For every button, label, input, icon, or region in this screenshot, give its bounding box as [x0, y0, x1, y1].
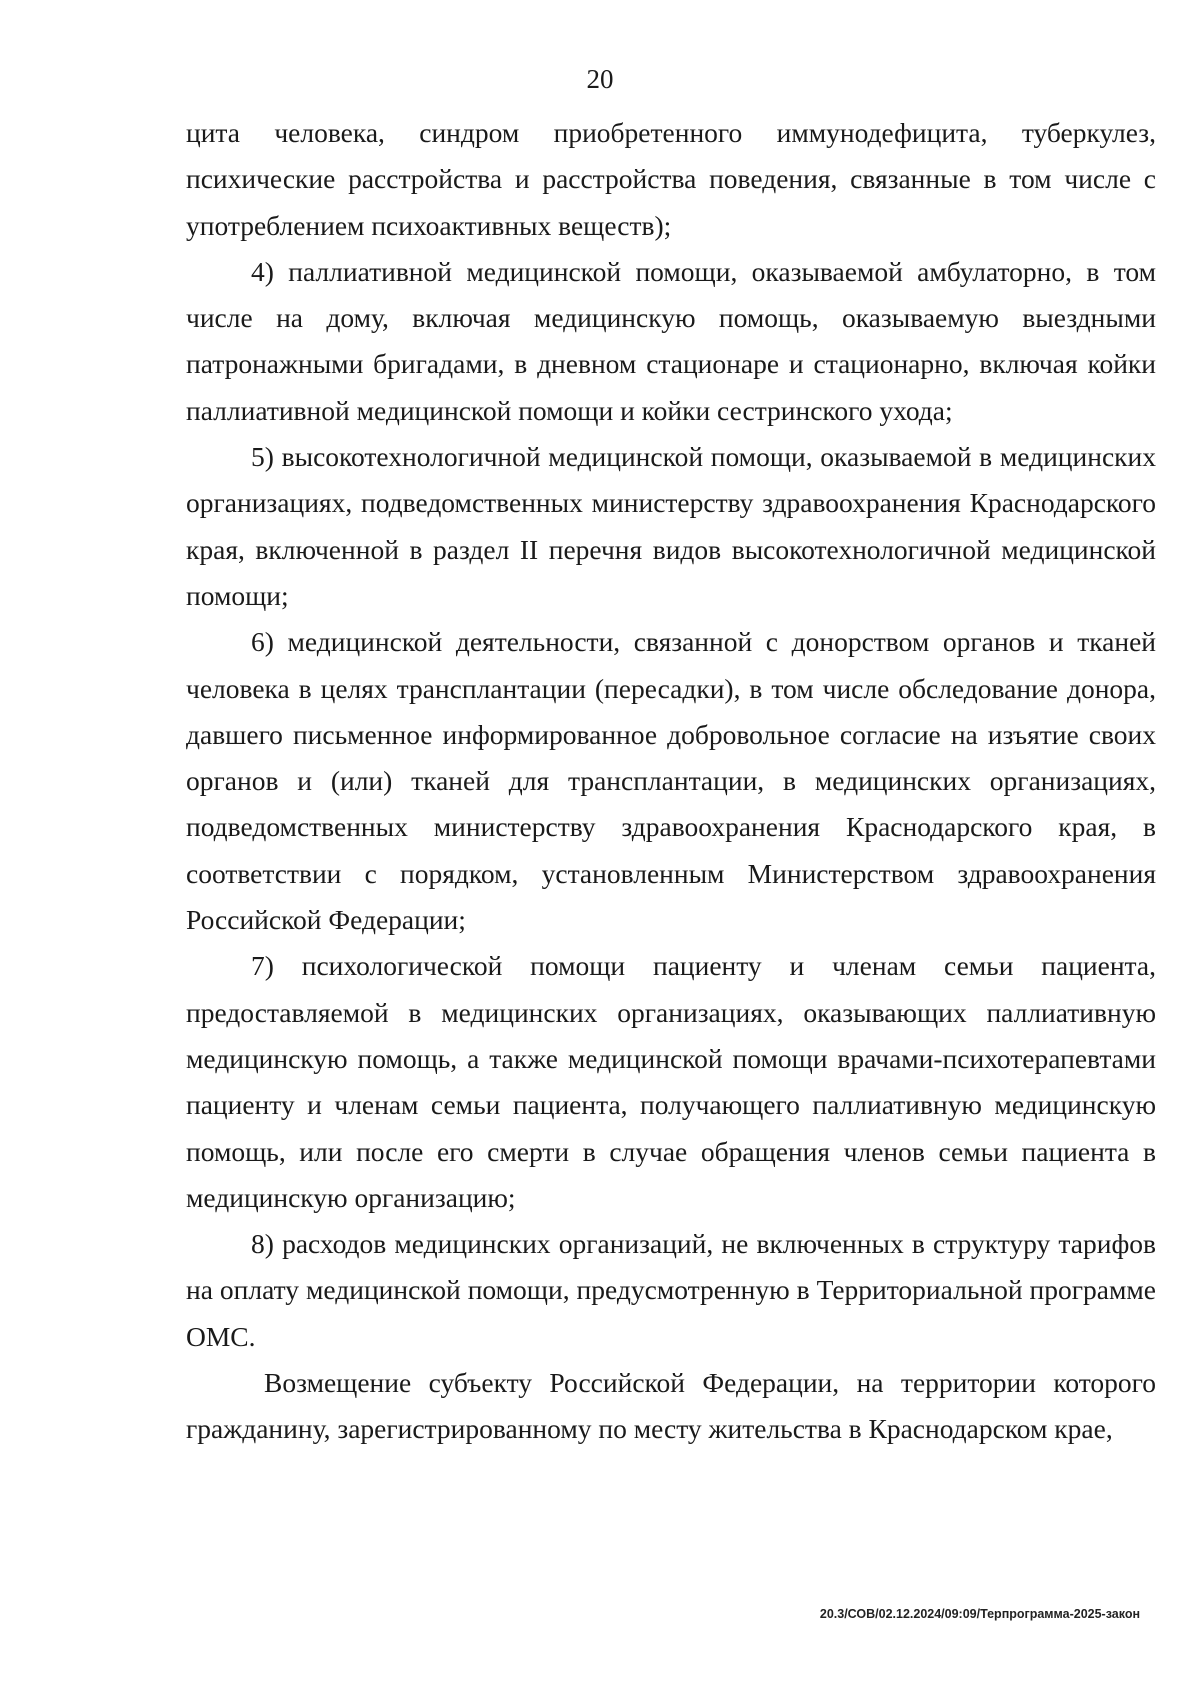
document-body — [186, 110, 1156, 1453]
paragraph-item-8: 8) расходов медицинских организаций, не включенных в структуру тарифов на оплату медицинской помощи, предусмотренную в Территориальной программе ОМС. — [186, 1228, 1156, 1352]
paragraph-reimbursement: Возмещение субъекту Российской Федерации, на территории которого гражданину, зарегистрированному по месту жительства в Краснодарском крае, — [186, 1367, 1156, 1445]
page-number: 20 — [586, 64, 614, 94]
paragraph-continuation: цита человека, синдром приобретенного иммунодефицита, туберкулез, психические расстройства и расстройства поведения, связанные в том числе с употреблением психоактивных веществ); — [186, 117, 1156, 241]
document-footer-id: 20.3/СОВ/02.12.2024/09:09/Терпрограмма-2025-закон — [819, 1607, 1140, 1621]
paragraph-item-6: 6) медицинской деятельности, связанной с донорством органов и тканей человека в целях трансплантации (пересадки), в том числе обследование донора, давшего письменное информированное добровольное согласие на изъятие своих органов и (или) тканей для трансплантации, в медицинских организациях, подведомственных министерству здравоохранения Краснодарского края, в соответствии с порядком, установленным Министерством здравоохранения Российской Федерации; — [186, 626, 1156, 936]
paragraph-item-7: 7) психологической помощи пациенту и членам семьи пациента, предоставляемой в медицинских организациях, оказывающих паллиативную медицинскую помощь, а также медицинской помощи врачами-психотерапевтами пациенту и членам семьи пациента, получающего паллиативную медицинскую помощь, или после его смерти в случае обращения членов семьи пациента в медицинскую организацию; — [186, 950, 1156, 1213]
paragraph-item-4: 4) паллиативной медицинской помощи, оказываемой амбулаторно, в том числе на дому, включая медицинскую помощь, оказываемую выездными патронажными бригадами, в дневном стационаре и стационарно, включая койки паллиативной медицинской помощи и койки сестринского ухода; — [186, 255, 1156, 426]
paragraph-item-5: 5) высокотехнологичной медицинской помощи, оказываемой в медицинских организациях, подведомственных министерству здравоохранения Краснодарского края, включенной в раздел II перечня видов высокотехнологичной медицинской помощи; — [186, 441, 1156, 611]
